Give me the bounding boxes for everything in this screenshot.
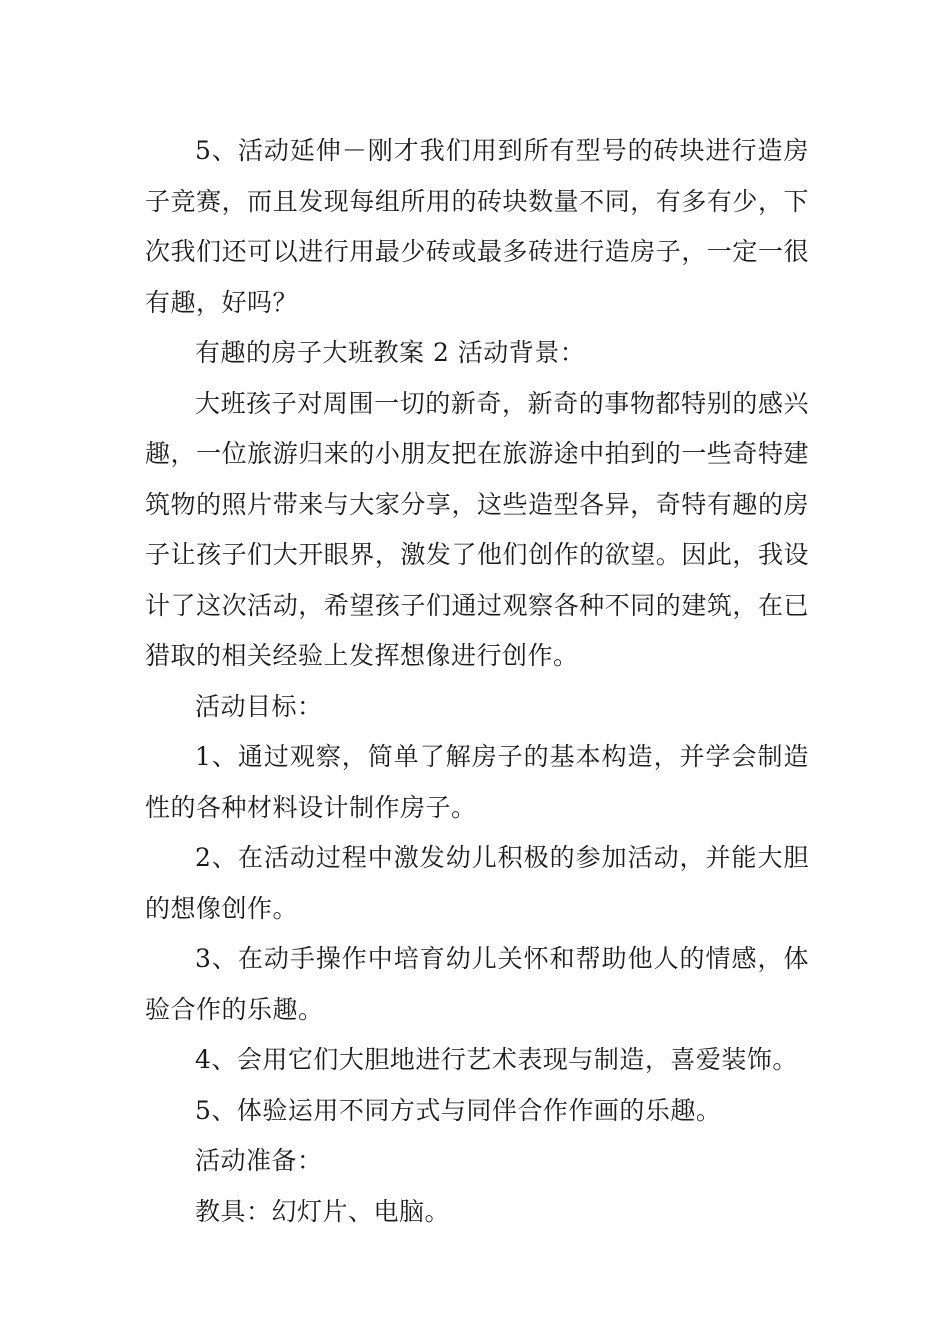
heading-activity-preparation: 活动准备： [195,1146,323,1175]
goal-item-4: 4、会用它们大胆地进行艺术表现与制造，喜爱装饰。 [195,1045,798,1074]
paragraph-background: 大班孩子对周围一切的新奇，新奇的事物都特别的感兴趣，一位旅游归来的小朋友把在旅游途中拍到的一些奇特建筑物的照片带来与大家分享，这些造型各异，奇特有趣的房子让孩子们大开眼界，激发了他们创作的欲望。因此，我设计了这次活动，希望孩子们通过观察各种不同的建筑，在已猎取的相关经验上发挥想像进行创作。 [145,388,809,670]
preparation-teaching-aids: 教具：幻灯片、电脑。 [195,1196,451,1226]
goal-item-1: 1、通过观察，简单了解房子的基本构造，并学会制造性的各种材料设计制作房子。 [145,742,809,822]
goal-item-5: 5、体验运用不同方式与同伴合作作画的乐趣。 [195,1095,722,1125]
goal-item-3: 3、在动手操作中培育幼儿关怀和帮助他人的情感，体验合作的乐趣。 [145,944,809,1024]
heading-activity-goals: 活动目标： [195,691,323,721]
paragraph-lesson-title: 有趣的房子大班教案 2 活动背景： [195,338,586,367]
paragraph-activity-extension: 5、活动延伸－刚才我们用到所有型号的砖块进行造房子竞赛，而且发现每组所用的砖块数量不同，有多有少，下次我们还可以进行用最少砖或最多砖进行造房子，一定一很有趣，好吗？ [145,136,809,317]
goal-item-2: 2、在活动过程中激发幼儿积极的参加活动，并能大胆的想像创作。 [145,843,809,923]
document-body [145,126,809,1237]
